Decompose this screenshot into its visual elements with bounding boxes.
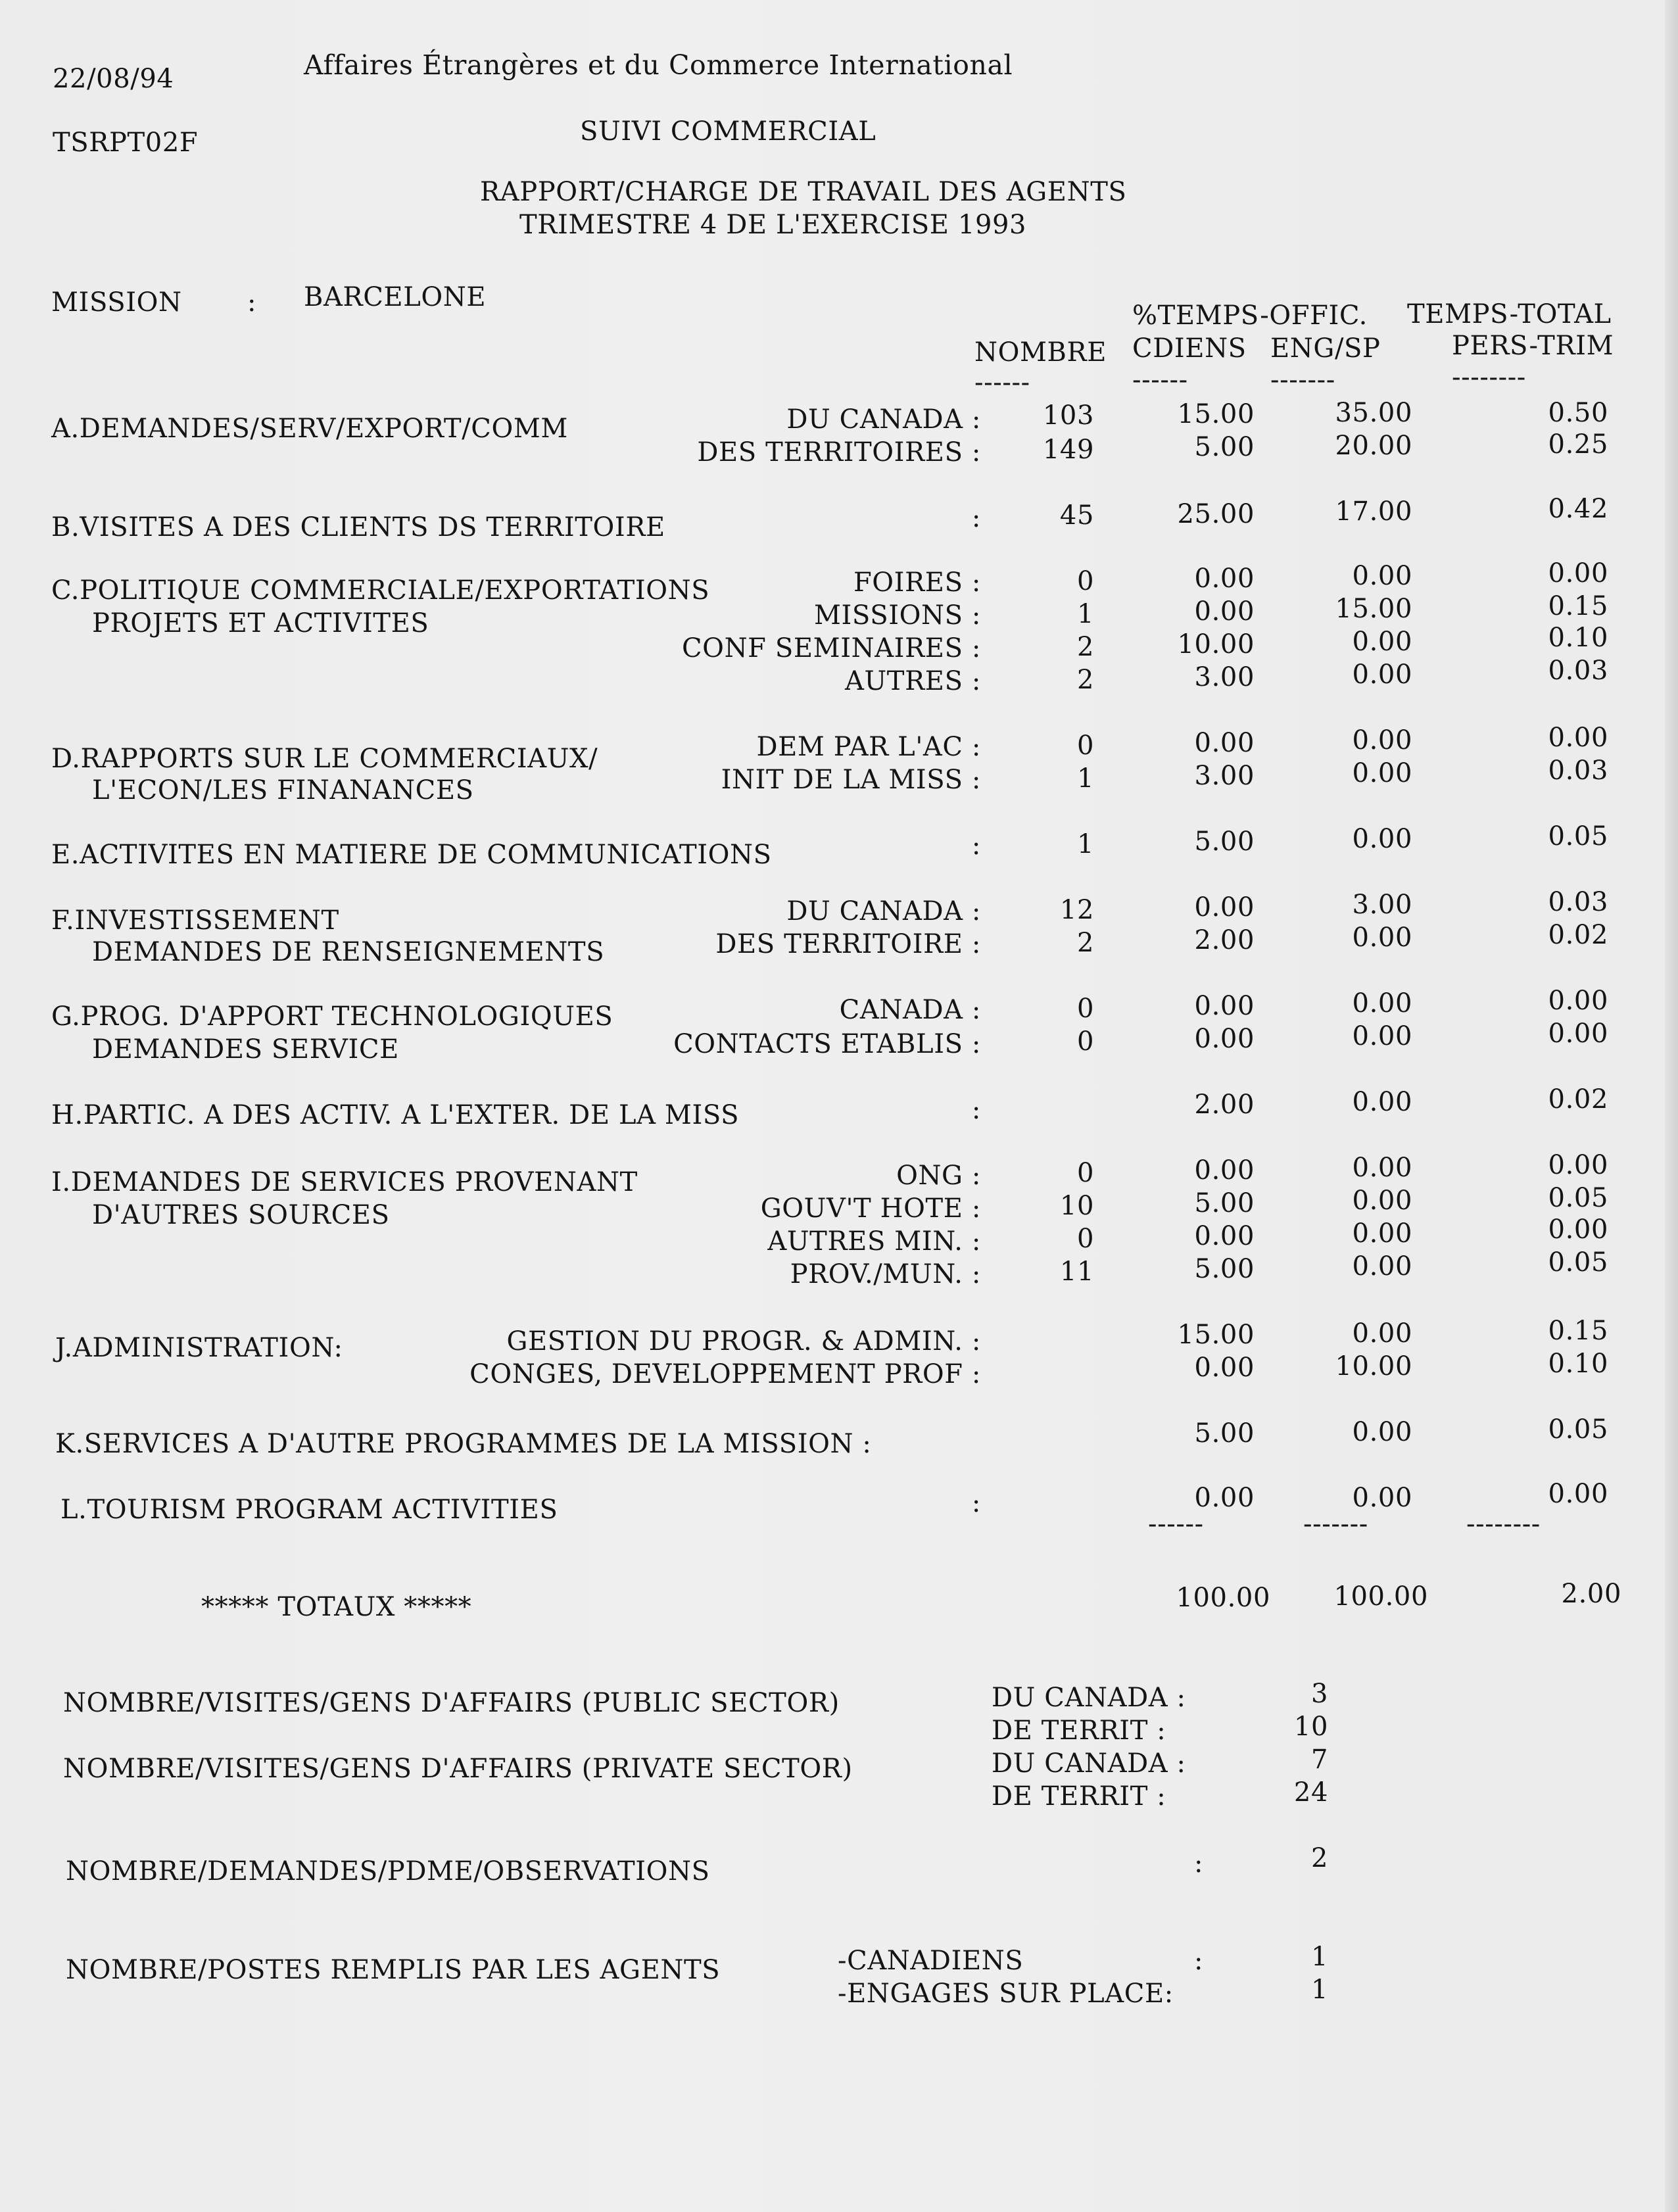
section-g-cdiens: 0.00 xyxy=(1194,991,1255,1021)
section-c-pers: 0.15 xyxy=(1548,591,1608,621)
section-g-cdiens: 0.00 xyxy=(1194,1024,1255,1054)
section-e-cdiens: 5.00 xyxy=(1194,827,1255,857)
section-l-pers: 0.00 xyxy=(1548,1479,1608,1509)
section-f-engsp: 3.00 xyxy=(1352,890,1412,920)
report-code: TSRPT02F xyxy=(53,128,199,158)
column-divider: -------- xyxy=(1452,362,1526,393)
postes-canadiens-value: 1 xyxy=(1310,1942,1328,1972)
column-header-engsp: ENG/SP xyxy=(1270,333,1381,364)
section-k-title: K.SERVICES A D'AUTRE PROGRAMMES DE LA MISSION : xyxy=(55,1429,872,1459)
postes-canadiens-label: -CANADIENS xyxy=(838,1946,1024,1976)
section-c-cdiens: 3.00 xyxy=(1194,662,1255,692)
column-group-offic: %TEMPS-OFFIC. xyxy=(1132,301,1368,331)
section-g-nombre: 0 xyxy=(1076,1026,1094,1057)
section-f-nombre: 12 xyxy=(1059,895,1094,925)
section-i-cdiens: 5.00 xyxy=(1194,1254,1255,1284)
totals-cdiens: 100.00 xyxy=(1176,1583,1270,1613)
pdme-separator: : xyxy=(1194,1848,1204,1879)
totals-pers: 2.00 xyxy=(1561,1579,1621,1609)
section-i-title: I.DEMANDES DE SERVICES PROVENANT xyxy=(51,1167,638,1197)
section-i-title-line2: D'AUTRES SOURCES xyxy=(92,1200,390,1230)
section-h-title: H.PARTIC. A DES ACTIV. A L'EXTER. DE LA MISS xyxy=(51,1100,740,1130)
section-c-nombre: 2 xyxy=(1076,632,1094,662)
visits-public-territ: 10 xyxy=(1293,1712,1328,1742)
section-c-nombre: 0 xyxy=(1076,566,1094,596)
section-k-pers: 0.05 xyxy=(1548,1414,1608,1445)
section-g-pers: 0.00 xyxy=(1548,1019,1608,1049)
column-group-total: TEMPS-TOTAL xyxy=(1407,299,1612,329)
section-f-pers: 0.03 xyxy=(1548,887,1608,917)
section-c-title-line2: PROJETS ET ACTIVITES xyxy=(92,608,429,638)
section-i-cdiens: 0.00 xyxy=(1194,1221,1255,1251)
mission-separator: : xyxy=(247,287,257,318)
column-header-perstrim: PERS-TRIM xyxy=(1452,331,1614,361)
visits-public-label: NOMBRE/VISITES/GENS D'AFFAIRS (PUBLIC SECTOR) xyxy=(63,1688,840,1718)
visits-de-territ-label: DE TERRIT : xyxy=(992,1716,1166,1746)
section-i-engsp: 0.00 xyxy=(1352,1251,1412,1282)
section-c-cdiens: 0.00 xyxy=(1194,596,1255,627)
section-d-cdiens: 3.00 xyxy=(1194,761,1255,791)
pdme-value: 2 xyxy=(1310,1843,1328,1873)
section-j-engsp: 10.00 xyxy=(1335,1351,1412,1382)
section-j-pers: 0.15 xyxy=(1548,1316,1608,1346)
section-c-pers: 0.03 xyxy=(1548,656,1608,686)
section-c-nombre: 2 xyxy=(1076,665,1094,695)
total-divider: ------ xyxy=(1148,1509,1204,1539)
section-l-cdiens: 0.00 xyxy=(1194,1483,1255,1513)
section-d-engsp: 0.00 xyxy=(1352,758,1412,788)
postes-engages-value: 1 xyxy=(1310,1975,1328,2005)
section-b-pers: 0.42 xyxy=(1548,494,1608,524)
section-i-sublabel: ONG : xyxy=(896,1161,981,1191)
section-g-engsp: 0.00 xyxy=(1352,1021,1412,1051)
section-i-nombre: 10 xyxy=(1059,1191,1094,1221)
section-f-cdiens: 2.00 xyxy=(1194,925,1255,955)
section-i-sublabel: AUTRES MIN. : xyxy=(767,1226,981,1257)
section-d-cdiens: 0.00 xyxy=(1194,728,1255,758)
section-d-pers: 0.03 xyxy=(1548,756,1608,786)
section-a-sublabel: DU CANADA : xyxy=(786,404,981,435)
section-b-cdiens: 25.00 xyxy=(1177,499,1255,529)
section-g-title-line2: DEMANDES SERVICE xyxy=(92,1034,399,1065)
section-f-pers: 0.02 xyxy=(1548,920,1608,950)
report-date: 22/08/94 xyxy=(53,64,174,94)
section-a-sublabel: DES TERRITOIRES : xyxy=(697,437,981,468)
section-i-engsp: 0.00 xyxy=(1352,1218,1412,1249)
section-d-title-line2: L'ECON/LES FINANANCES xyxy=(92,775,474,805)
section-i-cdiens: 0.00 xyxy=(1194,1155,1255,1186)
visits-du-canada-label: DU CANADA : xyxy=(992,1748,1186,1779)
visits-private-canada: 7 xyxy=(1310,1744,1328,1775)
section-i-engsp: 0.00 xyxy=(1352,1186,1412,1216)
section-d-title: D.RAPPORTS SUR LE COMMERCIAUX/ xyxy=(51,744,598,774)
totals-engsp: 100.00 xyxy=(1333,1581,1428,1612)
section-h-cdiens: 2.00 xyxy=(1194,1090,1255,1120)
section-i-sublabel: GOUV'T HOTE : xyxy=(760,1193,981,1224)
section-i-pers: 0.05 xyxy=(1548,1247,1608,1278)
section-g-engsp: 0.00 xyxy=(1352,988,1412,1019)
section-l-title: L.TOURISM PROGRAM ACTIVITIES xyxy=(60,1495,558,1525)
section-c-engsp: 0.00 xyxy=(1352,627,1412,657)
page-edge-shadow xyxy=(1665,0,1678,2212)
section-d-nombre: 1 xyxy=(1076,763,1094,794)
section-d-nombre: 0 xyxy=(1076,731,1094,761)
section-a-nombre: 149 xyxy=(1042,435,1094,465)
mission-value: BARCELONE xyxy=(304,282,487,312)
section-c-sublabel: AUTRES : xyxy=(845,666,981,696)
section-i-pers: 0.00 xyxy=(1548,1150,1608,1180)
ministry-name: Affaires Étrangères et du Commerce International xyxy=(304,49,1013,81)
section-h-sublabel: : xyxy=(971,1095,981,1125)
section-c-cdiens: 0.00 xyxy=(1194,564,1255,594)
section-d-pers: 0.00 xyxy=(1548,723,1608,753)
section-j-cdiens: 15.00 xyxy=(1177,1320,1255,1350)
section-d-sublabel: INIT DE LA MISS : xyxy=(721,765,981,795)
section-f-cdiens: 0.00 xyxy=(1194,892,1255,923)
section-i-cdiens: 5.00 xyxy=(1194,1188,1255,1218)
section-e-title: E.ACTIVITES EN MATIERE DE COMMUNICATIONS xyxy=(51,840,772,870)
section-i-pers: 0.05 xyxy=(1548,1183,1608,1213)
column-header-nombre: NOMBRE xyxy=(974,337,1107,368)
section-a-cdiens: 15.00 xyxy=(1177,399,1255,429)
section-f-title-line2: DEMANDES DE RENSEIGNEMENTS xyxy=(92,937,605,967)
column-divider: ------ xyxy=(974,368,1030,398)
section-c-cdiens: 10.00 xyxy=(1177,629,1255,660)
total-divider: ------- xyxy=(1303,1509,1368,1539)
column-header-cdiens: CDIENS xyxy=(1132,333,1247,364)
section-l-engsp: 0.00 xyxy=(1352,1483,1412,1513)
section-a-title: A.DEMANDES/SERV/EXPORT/COMM xyxy=(51,414,568,444)
section-i-nombre: 11 xyxy=(1059,1257,1094,1287)
pdme-label: NOMBRE/DEMANDES/PDME/OBSERVATIONS xyxy=(66,1856,710,1887)
section-c-sublabel: FOIRES : xyxy=(853,567,981,598)
postes-label: NOMBRE/POSTES REMPLIS PAR LES AGENTS xyxy=(66,1955,721,1985)
section-k-engsp: 0.00 xyxy=(1352,1417,1412,1447)
section-f-engsp: 0.00 xyxy=(1352,923,1412,953)
section-f-nombre: 2 xyxy=(1076,928,1094,958)
report-title: RAPPORT/CHARGE DE TRAVAIL DES AGENTS xyxy=(480,177,1127,207)
section-c-engsp: 0.00 xyxy=(1352,660,1412,690)
section-b-nombre: 45 xyxy=(1059,500,1094,531)
mission-label: MISSION xyxy=(51,287,182,318)
section-c-engsp: 0.00 xyxy=(1352,561,1412,591)
section-h-pers: 0.02 xyxy=(1548,1084,1608,1115)
section-g-title: G.PROG. D'APPORT TECHNOLOGIQUES xyxy=(51,1001,613,1032)
section-c-sublabel: CONF SEMINAIRES : xyxy=(681,633,981,663)
report-subtitle: TRIMESTRE 4 DE L'EXERCISE 1993 xyxy=(519,210,1027,240)
section-a-nombre: 103 xyxy=(1042,400,1094,431)
total-divider: -------- xyxy=(1466,1509,1541,1539)
section-h-engsp: 0.00 xyxy=(1352,1087,1412,1117)
section-c-pers: 0.00 xyxy=(1548,558,1608,589)
section-d-engsp: 0.00 xyxy=(1352,725,1412,756)
totals-label: ***** TOTAUX ***** xyxy=(201,1592,472,1622)
section-a-pers: 0.50 xyxy=(1548,398,1608,428)
section-b-sublabel: : xyxy=(971,503,981,533)
section-j-pers: 0.10 xyxy=(1548,1349,1608,1379)
section-a-engsp: 35.00 xyxy=(1335,398,1412,428)
section-j-sublabel: GESTION DU PROGR. & ADMIN. : xyxy=(506,1326,981,1357)
section-d-sublabel: DEM PAR L'AC : xyxy=(756,732,981,762)
section-e-engsp: 0.00 xyxy=(1352,824,1412,854)
section-i-engsp: 0.00 xyxy=(1352,1153,1412,1183)
section-e-sublabel: : xyxy=(971,830,981,861)
visits-public-canada: 3 xyxy=(1310,1679,1328,1709)
visits-private-label: NOMBRE/VISITES/GENS D'AFFAIRS (PRIVATE SECTOR) xyxy=(63,1754,853,1784)
section-a-pers: 0.25 xyxy=(1548,429,1608,460)
section-e-pers: 0.05 xyxy=(1548,821,1608,852)
section-j-engsp: 0.00 xyxy=(1352,1318,1412,1349)
section-c-pers: 0.10 xyxy=(1548,623,1608,653)
section-c-sublabel: MISSIONS : xyxy=(813,600,981,631)
section-c-title: C.POLITIQUE COMMERCIALE/EXPORTATIONS xyxy=(51,575,710,606)
section-a-engsp: 20.00 xyxy=(1335,431,1412,461)
section-c-engsp: 15.00 xyxy=(1335,594,1412,624)
system-name: SUIVI COMMERCIAL xyxy=(580,116,876,147)
visits-private-territ: 24 xyxy=(1293,1777,1328,1808)
postes-engages-label: -ENGAGES SUR PLACE: xyxy=(838,1979,1174,2009)
postes-canadiens-separator: : xyxy=(1194,1946,1204,1976)
section-b-engsp: 17.00 xyxy=(1335,496,1412,527)
section-f-sublabel: DES TERRITOIRE : xyxy=(715,929,981,959)
section-j-title: J.ADMINISTRATION: xyxy=(55,1333,343,1363)
section-i-nombre: 0 xyxy=(1076,1158,1094,1188)
section-i-nombre: 0 xyxy=(1076,1224,1094,1254)
section-i-pers: 0.00 xyxy=(1548,1214,1608,1245)
section-b-title: B.VISITES A DES CLIENTS DS TERRITOIRE xyxy=(51,512,665,542)
section-l-sublabel: : xyxy=(971,1488,981,1518)
section-c-nombre: 1 xyxy=(1076,599,1094,629)
section-k-cdiens: 5.00 xyxy=(1194,1418,1255,1449)
section-j-sublabel: CONGES, DEVELOPPEMENT PROF : xyxy=(469,1359,981,1389)
section-i-sublabel: PROV./MUN. : xyxy=(790,1259,981,1289)
column-divider: ------ xyxy=(1132,365,1188,395)
section-g-sublabel: CANADA : xyxy=(839,995,981,1025)
section-e-nombre: 1 xyxy=(1076,829,1094,859)
column-divider: ------- xyxy=(1270,365,1335,395)
visits-de-territ-label: DE TERRIT : xyxy=(992,1781,1166,1812)
section-g-nombre: 0 xyxy=(1076,994,1094,1024)
section-f-sublabel: DU CANADA : xyxy=(786,896,981,926)
section-g-sublabel: CONTACTS ETABLIS : xyxy=(673,1029,981,1059)
section-g-pers: 0.00 xyxy=(1548,986,1608,1016)
section-j-cdiens: 0.00 xyxy=(1194,1353,1255,1383)
section-f-title: F.INVESTISSEMENT xyxy=(51,905,339,936)
section-a-cdiens: 5.00 xyxy=(1194,432,1255,462)
visits-du-canada-label: DU CANADA : xyxy=(992,1683,1186,1713)
